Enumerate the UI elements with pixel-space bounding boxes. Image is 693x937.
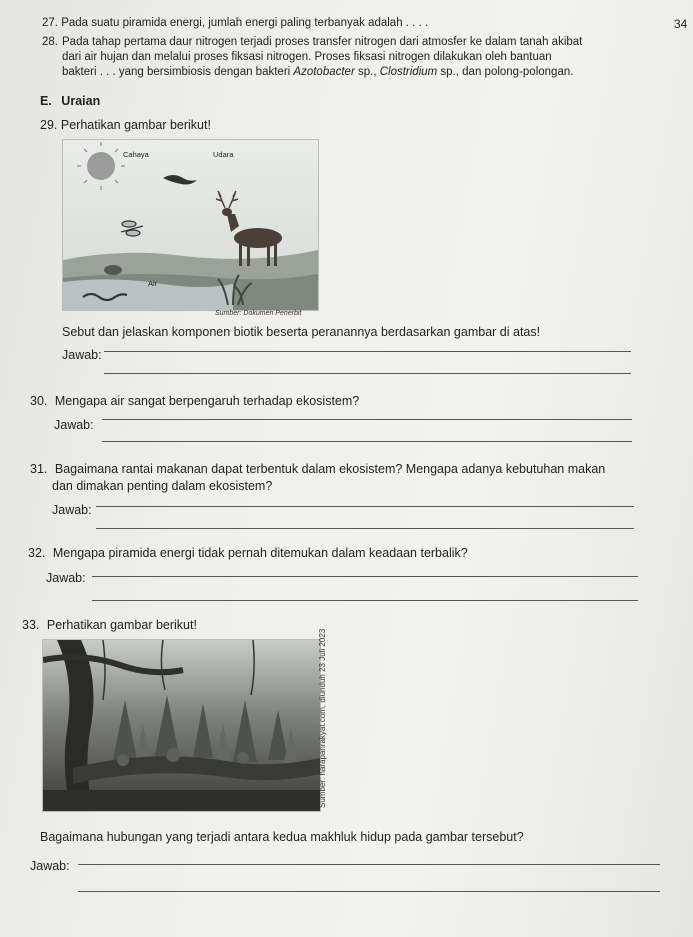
figure-credit: Sumber: Dokumen Penerbit bbox=[215, 310, 302, 317]
question-number: 33. bbox=[22, 618, 40, 632]
question-text: Pada suatu piramida energi, jumlah energi paling terbanyak adalah . . . . bbox=[61, 17, 429, 29]
question-text: Mengapa air sangat berpengaruh terhadap ekosistem? bbox=[54, 394, 360, 408]
answer-line[interactable] bbox=[96, 528, 634, 529]
answer-line[interactable] bbox=[78, 891, 660, 892]
answer-label: Jawab: bbox=[46, 571, 86, 585]
question-text: Mengapa piramida energi tidak pernah ditemukan dalam keadaan terbalik? bbox=[52, 546, 468, 560]
section-heading bbox=[40, 93, 100, 109]
question-number: 31. bbox=[30, 462, 48, 476]
question-31-line-2: dan dimakan penting dalam ekosistem? bbox=[52, 479, 273, 493]
ecosystem-illustration bbox=[63, 140, 318, 310]
section-title: Uraian bbox=[61, 94, 101, 108]
ecosystem-figure bbox=[62, 139, 319, 311]
label-udara: Udara bbox=[213, 150, 234, 159]
answer-label: Jawab: bbox=[30, 859, 70, 873]
species-azotobacter: Azotobacter bbox=[293, 66, 355, 78]
page-number: 34 bbox=[674, 17, 688, 31]
answer-line[interactable] bbox=[102, 441, 632, 442]
question-number: 27. bbox=[42, 17, 58, 29]
question-29-text: Sebut dan jelaskan komponen biotik beserta peranannya berdasarkan gambar di atas! bbox=[62, 325, 541, 339]
answer-label: Jawab: bbox=[52, 503, 92, 517]
question-33-text: Bagaimana hubungan yang terjadi antara kedua makhluk hidup pada gambar tersebut? bbox=[40, 830, 524, 844]
question-30 bbox=[30, 393, 359, 409]
answer-line[interactable] bbox=[92, 600, 638, 601]
q28-line3-pre: bakteri . . . yang bersimbiosis dengan bakteri bbox=[62, 66, 294, 78]
answer-line[interactable] bbox=[92, 576, 638, 577]
question-text: Bagaimana rantai makanan dapat terbentuk dalam ekosistem? Mengapa adanya kebutuhan makan bbox=[54, 462, 606, 476]
answer-line[interactable] bbox=[78, 864, 660, 865]
section-letter: E. bbox=[40, 94, 52, 108]
answer-line[interactable] bbox=[102, 419, 632, 420]
species-clostridium: Clostridium bbox=[379, 66, 438, 78]
question-27 bbox=[42, 16, 428, 30]
question-number: 29. bbox=[40, 118, 58, 132]
question-29-intro bbox=[40, 117, 211, 133]
question-28-line-1: Pada tahap pertama daur nitrogen terjadi proses transfer nitrogen dari atmosfer ke dalam tanah akibat bbox=[62, 36, 583, 48]
label-air: Air bbox=[148, 279, 158, 288]
question-number: 30. bbox=[30, 394, 48, 408]
forest-photo bbox=[42, 639, 321, 812]
question-32 bbox=[28, 545, 468, 561]
question-intro: Perhatikan gambar berikut! bbox=[46, 618, 197, 632]
question-31-line-1 bbox=[30, 461, 605, 477]
answer-line[interactable] bbox=[104, 373, 631, 374]
q28-line3-mid: sp., bbox=[354, 66, 380, 78]
label-cahaya: Cahaya bbox=[123, 150, 149, 159]
question-28-number: 28. bbox=[42, 36, 58, 48]
question-28-line-3 bbox=[62, 65, 573, 79]
question-number: 32. bbox=[28, 546, 46, 560]
question-28-line-2: dari air hujan dan melalui proses fiksasi nitrogen. Proses fiksasi nitrogen dilakukan oleh bantuan bbox=[62, 51, 552, 63]
answer-line[interactable] bbox=[104, 351, 631, 352]
q28-line3-post: sp., dan polong-polongan. bbox=[437, 66, 574, 78]
answer-line[interactable] bbox=[96, 506, 634, 507]
forest-photo-illustration bbox=[43, 640, 320, 811]
answer-label: Jawab: bbox=[62, 348, 102, 362]
answer-label: Jawab: bbox=[54, 418, 94, 432]
question-intro: Perhatikan gambar berikut! bbox=[60, 118, 211, 132]
photo-credit: Sumber: harapanrakyat.com, diunduh 23 Juli 2023 bbox=[318, 628, 327, 808]
question-33-intro bbox=[22, 617, 197, 633]
frog-icon bbox=[104, 265, 122, 275]
